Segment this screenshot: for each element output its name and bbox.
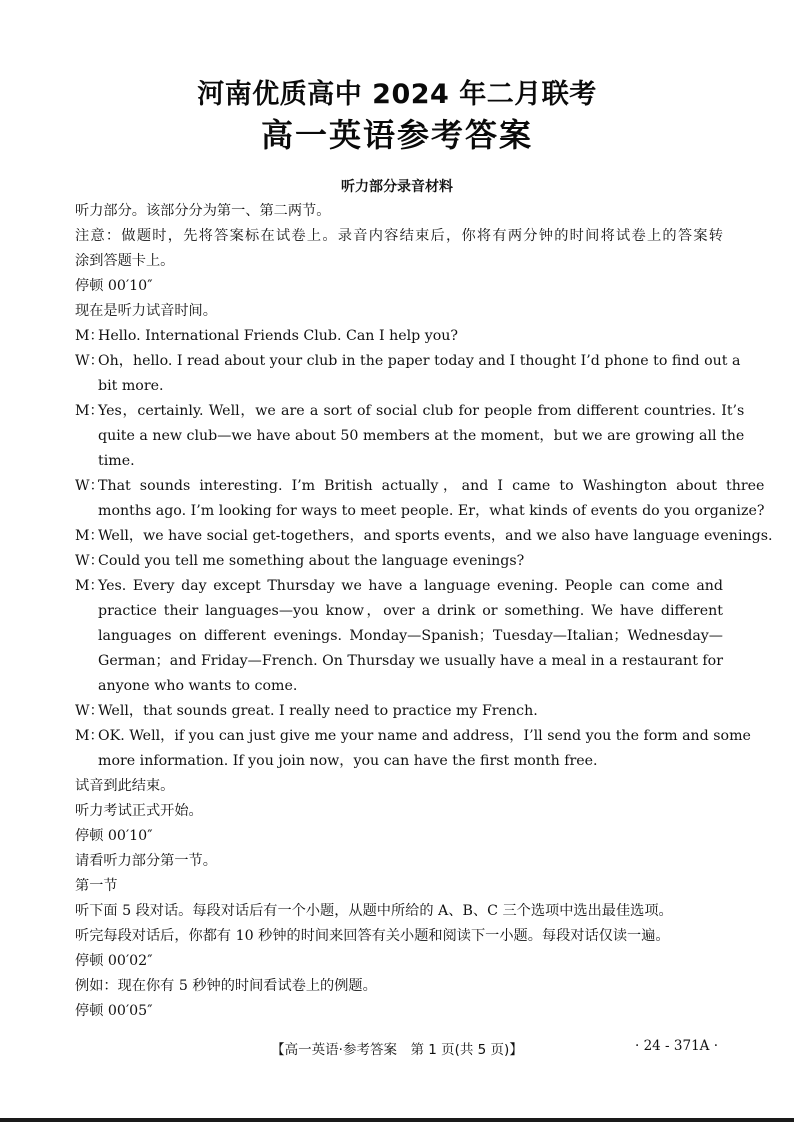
dialogue-turn	[75, 324, 723, 349]
section-heading: 听力部分录音材料	[341, 179, 453, 195]
exam-title: 河南优质高中 2024 年二月联考	[197, 79, 597, 110]
dialogue-turn	[75, 699, 723, 724]
dialogue-line: Hello. International Friends Club. Can I help you?	[98, 328, 459, 344]
speaker-label: M：	[75, 403, 104, 419]
dialogue-line: more information. If you join now，you can have the first month free.	[98, 753, 598, 769]
instruction-line: 听下面 5 段对话。每段对话后有一个小题，从题中所给的 A、B、C 三个选项中选出最佳选项。	[75, 903, 673, 919]
dialogue-line: Well，that sounds great. I really need to practice my French.	[98, 703, 538, 719]
exam-start-line: 听力考试正式开始。	[75, 803, 203, 819]
speaker-label: W：	[75, 353, 104, 369]
example-line: 例如：现在你有 5 秒钟的时间看试卷上的例题。	[75, 978, 377, 994]
document-code: · 24 - 371A ·	[634, 1038, 718, 1054]
speaker-label: W：	[75, 703, 104, 719]
dialogue-turn	[75, 524, 773, 549]
dialogue-turn	[75, 549, 723, 574]
speaker-label: W：	[75, 553, 104, 569]
instruction-line: 涂到答题卡上。	[75, 253, 175, 269]
dialogue-line: languages on different evenings. Monday—Spanish；Tuesday—Italian；Wednesday—	[98, 628, 723, 644]
bottom-border	[0, 1118, 794, 1122]
page-number-label: 【高一英语·参考答案 第 1 页(共 5 页)】	[271, 1042, 523, 1058]
dialogue-line: That sounds interesting. I’m British actually，and I came to Washington about three	[98, 478, 765, 494]
transcript-body	[75, 199, 773, 1024]
speaker-label: M：	[75, 328, 104, 344]
dialogue-line: anyone who wants to come.	[98, 678, 298, 694]
dialogue-turn	[75, 399, 745, 474]
dialogue-line: Well，we have social get-togethers，and sports events，and we also have language evenings.	[98, 528, 773, 544]
speaker-label: M：	[75, 578, 104, 594]
dialogue-line: German；and Friday—French. On Thursday we usually have a meal in a restaurant for	[98, 653, 723, 669]
speaker-label: M：	[75, 528, 104, 544]
dialogue-line: months ago. I’m looking for ways to meet people. Er，what kinds of events do you organize?	[98, 503, 765, 519]
dialogue-line: time.	[98, 453, 135, 469]
dialogue-line: Yes. Every day except Thursday we have a language evening. People can come and	[98, 578, 723, 594]
dialogue-turn	[75, 574, 723, 699]
dialogue-line: Could you tell me something about the language evenings?	[98, 553, 525, 569]
pause-marker: 停顿 00′10″	[75, 278, 153, 294]
pause-marker: 停顿 00′02″	[75, 953, 153, 969]
dialogue-line: Oh，hello. I read about your club in the paper today and I thought I’d phone to find out a	[98, 353, 741, 369]
speaker-label: W：	[75, 478, 104, 494]
part-heading: 第一节	[75, 878, 118, 894]
sound-check-line: 现在是听力试音时间。	[75, 303, 217, 319]
dialogue-line: Yes，certainly. Well，we are a sort of social club for people from different countries. It’s	[98, 403, 745, 419]
dialogue-turn	[75, 474, 765, 524]
dialogue-turn	[75, 349, 741, 399]
pause-marker: 停顿 00′10″	[75, 828, 153, 844]
instruction-line: 注意：做题时，先将答案标在试卷上。录音内容结束后，你将有两分钟的时间将试卷上的答案转	[75, 228, 723, 244]
dialogue-turn	[75, 724, 751, 774]
dialogue-line: bit more.	[98, 378, 164, 394]
intro-line: 听力部分。该部分分为第一、第二两节。	[75, 203, 331, 219]
pause-marker: 停顿 00′05″	[75, 1003, 153, 1019]
page-footer	[0, 1038, 794, 1060]
speaker-label: M：	[75, 728, 104, 744]
sound-check-end-line: 试音到此结束。	[75, 778, 175, 794]
dialogue-line: quite a new club—we have about 50 members at the moment，but we are growing all the	[98, 428, 745, 444]
instruction-line: 听完每段对话后，你都有 10 秒钟的时间来回答有关小题和阅读下一小题。每段对话仅读一遍。	[75, 928, 670, 944]
section-intro-line: 请看听力部分第一节。	[75, 853, 217, 869]
dialogue-line: practice their languages—you know，over a drink or something. We have different	[98, 603, 723, 619]
document-title: 高一英语参考答案	[260, 116, 533, 154]
dialogue-line: OK. Well，if you can just give me your name and address，I’ll send you the form and some	[98, 728, 751, 744]
